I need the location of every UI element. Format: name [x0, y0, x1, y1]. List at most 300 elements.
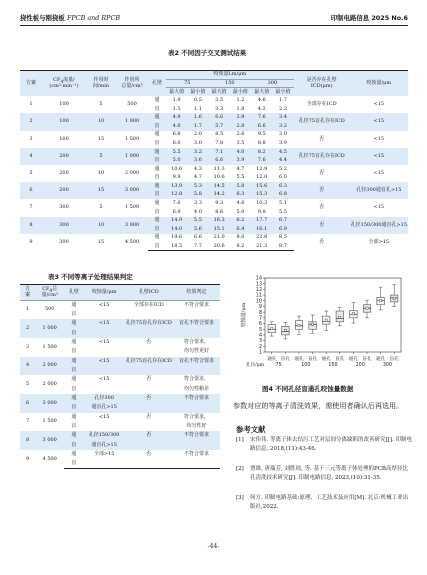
- cell-etch-value: 2.8: [230, 122, 251, 131]
- cell-etch: <15: [84, 357, 125, 366]
- cell-judge: 不符合要求: [173, 431, 220, 440]
- cell-etch-value: 2.0: [193, 131, 202, 138]
- cell-judge: 不符合要求: [173, 394, 220, 403]
- cell-hole: 盲: [154, 174, 160, 181]
- cell-etch-value: 4.2: [257, 105, 266, 112]
- y-tick-label: 3: [258, 339, 262, 345]
- cell-hole: 通: [64, 431, 83, 440]
- cell-scheme: 6: [20, 182, 42, 199]
- cell-etch-value: 4.0: [230, 148, 251, 157]
- th3-icd: 孔壁ICD: [125, 285, 173, 301]
- cell-etch-value: 21.3: [251, 242, 272, 251]
- table3-caption: 表3 不同等离子处理结果判定: [48, 273, 133, 281]
- cell-cf4: 3 000: [35, 394, 64, 413]
- cell-judge: 盲孔不符合要求: [173, 357, 220, 366]
- th-min: 最小值: [230, 88, 251, 97]
- body-paragraph: 参数对应的等离子清洗效果，需使用者确认后再选用。: [233, 401, 404, 410]
- cell-etch-value: 4.5: [272, 148, 293, 157]
- cell-etch-value: 4.0: [166, 122, 187, 131]
- th-max: 最大值: [209, 88, 230, 97]
- th-min: 最小值: [272, 88, 293, 97]
- cell-etch-value: 4.7: [236, 165, 245, 172]
- category-label: 通孔: [375, 357, 386, 362]
- cell-etch-value: 8.6: [215, 208, 224, 215]
- cell-etch-value: 8.8: [257, 139, 266, 146]
- cell-etch: [84, 310, 125, 319]
- cell-etch-value: 10.6: [213, 174, 225, 181]
- mean-marker: [366, 307, 368, 309]
- running-header: [20, 12, 408, 26]
- cell-cf4: 300: [59, 204, 69, 211]
- th-min: 最小值: [187, 88, 208, 97]
- cell-etch-value: 17.7: [251, 217, 272, 226]
- mean-marker: [284, 329, 286, 331]
- cell-etch-value: 5.6: [187, 225, 208, 234]
- cell-hole: 通: [154, 96, 160, 103]
- cell-etch-value: 9.3: [215, 200, 224, 207]
- cell-etch-value: 6.6: [209, 156, 230, 165]
- cell-etch-value: 22.6: [256, 234, 268, 241]
- cell-etch-value: 3.5: [236, 139, 245, 146]
- cell-icd: [125, 310, 173, 319]
- cell-etch-value: 20.6: [209, 242, 230, 251]
- th3-hole: 孔壁: [64, 285, 83, 301]
- cell-etchres: 孔径150/300通盲孔>15: [350, 217, 408, 234]
- th-w300: 300: [251, 79, 294, 88]
- reference-item: [3] 何方. 印制电路基础:原理、工艺技术及应用[M]. 北京:机械工业出版社,2022.: [236, 495, 409, 511]
- cell-scheme: 2: [20, 113, 42, 130]
- cell-etch-value: 5.2: [279, 165, 287, 172]
- y-tick-label: 8: [258, 310, 262, 316]
- cell-icd: 否: [146, 376, 152, 383]
- cell-hole: 盲: [64, 329, 83, 338]
- cell-etch-value: 6.0: [279, 174, 287, 181]
- figure4-caption: 图4 不同孔径盲通孔咬蚀量数据: [262, 385, 354, 393]
- cell-etch-value: 4.0: [193, 208, 202, 215]
- cell-etchres: <15: [350, 148, 408, 165]
- cell-gas: 2 000: [124, 170, 140, 176]
- cell-etch-value: 6.8: [272, 191, 293, 200]
- cell-etch-value: 4.6: [257, 96, 266, 103]
- cell-etch-value: 4.4: [272, 156, 293, 165]
- table3-row: [20, 431, 220, 440]
- cell-etch-value: 13.9: [166, 182, 187, 191]
- cell-etch-value: 10.6: [171, 165, 183, 172]
- cell-etch-value: 7.1: [209, 148, 230, 157]
- cell-hole: 通: [64, 394, 83, 403]
- cell-scheme: 5: [29, 170, 33, 176]
- th3-cf4: $CF_4$总 量/cm³: [35, 285, 64, 301]
- category-label: 通孔: [267, 357, 277, 362]
- group-label: 75: [275, 363, 282, 368]
- cell-etch-value: 6.4: [230, 225, 251, 234]
- cell-cf4: 300: [42, 217, 86, 234]
- cell-etch-value: 14.5: [209, 182, 230, 191]
- cell-gas: 3 000: [116, 217, 148, 234]
- cell-hole: 通: [71, 413, 77, 420]
- cell-etch-value: 6.9: [272, 225, 293, 234]
- cell-hole: 通: [71, 338, 77, 345]
- cell-gas: 1 000: [116, 113, 148, 130]
- cell-etch: [84, 422, 125, 431]
- th3-etch: 咬蚀量/μm: [84, 285, 125, 301]
- category-label: 盲孔: [307, 357, 318, 362]
- cell-etch-value: 7.6: [172, 200, 181, 207]
- cell-etch-value: 15.1: [209, 225, 230, 234]
- cell-etch-value: 6.8: [172, 131, 181, 138]
- cell-hole: 通: [148, 182, 166, 191]
- th-etchres: 咬蚀量/μm: [350, 71, 408, 97]
- cell-hole: 盲: [64, 403, 83, 412]
- cell-etchres: 孔径300通盲孔>15: [350, 182, 408, 199]
- cell-etch: 全部>15: [93, 451, 115, 458]
- cell-etch-value: 7.8: [215, 139, 224, 146]
- cell-etch-value: 5.5: [166, 148, 187, 157]
- cell-etch-value: 8.2: [230, 242, 251, 251]
- y-tick-label: 1: [258, 350, 262, 356]
- cell-etch: 孔径300: [84, 394, 125, 403]
- cell-icd: 否: [125, 431, 173, 440]
- cell-etch-value: 0.5: [193, 96, 202, 103]
- cell-hole: 盲: [154, 105, 160, 112]
- cell-etch-value: 19.6: [171, 234, 183, 241]
- th-gas: 作用所 总量/cm³: [116, 71, 148, 97]
- cell-judge: [173, 459, 220, 468]
- table2-row: [20, 234, 408, 243]
- category-label: 通孔: [321, 357, 331, 362]
- cell-icd: 否: [319, 204, 325, 211]
- cell-icd: 全部存在ICD: [306, 101, 337, 108]
- cell-etch-value: 1.7: [279, 96, 287, 103]
- cell-scheme: 4: [20, 148, 42, 165]
- cell-etch-value: 4.7: [193, 174, 202, 181]
- cell-etch-value: 1.2: [236, 96, 245, 103]
- cell-hole: 通: [64, 319, 83, 328]
- cell-etch: [84, 459, 125, 468]
- cell-etch-value: 3.0: [279, 131, 287, 138]
- y-tick-label: 11: [255, 293, 262, 299]
- cell-hole: 盲: [71, 348, 77, 355]
- y-tick-label: 10: [255, 299, 262, 305]
- cell-scheme: 8: [20, 217, 42, 234]
- cell-icd: 孔径75盲孔存在ICD: [294, 113, 350, 130]
- cell-etch-value: 3.5: [215, 96, 224, 103]
- cell-cf4: 300: [59, 238, 69, 245]
- cell-etch-value: 1.5: [172, 105, 181, 112]
- cell-judge: [173, 403, 220, 412]
- cell-judge: 均匀性稍差: [183, 385, 209, 392]
- th3-judge: 结果判定: [173, 285, 220, 301]
- cell-etch: <15: [98, 376, 110, 383]
- cell-hole: 盲: [148, 122, 166, 131]
- cell-etch-value: 9.5: [257, 131, 266, 138]
- cell-judge: 符合要求，: [183, 376, 209, 383]
- cell-icd: 否: [125, 394, 173, 403]
- cell-judge: 符合要求，: [183, 413, 209, 420]
- group-label: 100: [301, 363, 311, 368]
- cell-etchres: <15: [373, 170, 385, 176]
- y-tick-label: 6: [258, 322, 262, 328]
- table2-caption: 表2 不同因子交叉测试结果: [168, 49, 247, 57]
- cell-scheme: 3: [26, 343, 30, 350]
- group-label: 300: [382, 363, 392, 368]
- cell-etch-value: 5.8: [230, 182, 251, 191]
- cell-etch-value: 3.9: [279, 139, 287, 146]
- cell-time: 15: [97, 135, 105, 142]
- cell-icd: [125, 329, 173, 338]
- cell-hole: 盲: [148, 156, 166, 165]
- cell-judge: 符合要求，: [183, 338, 209, 345]
- cell-icd: [125, 366, 173, 375]
- y-tick-label: 9: [258, 305, 262, 311]
- cell-etch-value: 6.6: [209, 113, 230, 122]
- cell-etch-value: 6.6: [193, 234, 202, 241]
- cell-icd: [125, 441, 173, 450]
- cell-hole: 通: [71, 451, 77, 458]
- cell-etch-value: 3.9: [230, 156, 251, 165]
- cell-cf4: 100: [59, 135, 69, 142]
- cell-hole: 盲: [71, 310, 77, 317]
- cell-judge: 不符合要求: [183, 451, 209, 458]
- th-time: 作用时 间/min: [86, 71, 116, 97]
- cell-gas: 1 500: [124, 204, 140, 211]
- cell-cf4: 1 500: [42, 418, 57, 425]
- y-tick-label: 12: [255, 287, 262, 293]
- cell-etch: <15: [98, 301, 110, 308]
- th-max: 最大值: [251, 88, 272, 97]
- cell-etch-value: 3.4: [272, 113, 293, 122]
- cell-cf4: 200: [42, 182, 86, 199]
- table2-row: [20, 131, 408, 140]
- cell-etch-value: 5.5: [236, 174, 245, 181]
- cell-etch-value: 12.0: [256, 174, 268, 181]
- cell-judge: [173, 329, 220, 338]
- cell-gas: 3 000: [116, 182, 148, 199]
- mean-marker: [380, 300, 382, 302]
- table3-row: [20, 394, 220, 403]
- cell-etch: [84, 329, 125, 338]
- cell-etchres: <15: [373, 135, 385, 142]
- y-tick-label: 7: [258, 316, 262, 322]
- th-max: 最大值: [166, 88, 187, 97]
- table2-row: [20, 96, 408, 105]
- cell-time: 5: [86, 148, 116, 165]
- cell-etch-value: 5.7: [209, 122, 230, 131]
- cell-etch-value: 5.1: [279, 200, 287, 207]
- mean-marker: [298, 324, 300, 326]
- cell-icd: 否: [146, 451, 152, 458]
- cell-etch-value: 8.0: [236, 234, 245, 241]
- cell-etch: <15: [84, 319, 125, 328]
- cell-etch: 孔径150/300: [84, 431, 125, 440]
- th-hole: 孔壁: [148, 71, 166, 97]
- cell-hole: 盲: [154, 139, 160, 146]
- y-tick-label: 2: [258, 344, 262, 350]
- cell-icd: 否: [294, 217, 350, 234]
- cell-etch-value: 9.9: [172, 174, 181, 181]
- y-tick-label: 13: [255, 282, 262, 288]
- table3-row: [20, 319, 220, 328]
- cell-etch-value: 6.9: [172, 208, 181, 215]
- th-icd: 是否存在孔壁 ICD(μm): [294, 71, 350, 97]
- cell-gas: 500: [127, 101, 137, 108]
- table3-row: [20, 413, 220, 422]
- cell-judge: 盲孔不符合要求: [173, 319, 220, 328]
- cell-hole: 盲: [71, 423, 77, 430]
- cell-cf4: 4 500: [42, 455, 57, 462]
- table2-row: [20, 113, 408, 122]
- cell-etch-value: 4.6: [236, 200, 245, 207]
- cell-hole: 盲: [148, 242, 166, 251]
- cell-hole: 盲: [64, 441, 83, 450]
- cell-cf4: 1 500: [42, 343, 57, 350]
- cell-etch-value: 16.3: [209, 217, 230, 226]
- cell-etch: <15: [98, 413, 110, 420]
- table2-row: [20, 148, 408, 157]
- cell-etch: <15: [98, 338, 110, 345]
- table3-row: [20, 338, 220, 347]
- cell-etch-value: 3.3: [215, 105, 224, 112]
- cell-etch-value: 15.3: [251, 191, 272, 200]
- cell-icd: [125, 385, 173, 394]
- cell-hole: 通: [154, 200, 160, 207]
- cell-etch: [84, 366, 125, 375]
- cell-cf4: 100: [59, 101, 69, 108]
- mean-marker: [325, 319, 327, 321]
- cell-judge: [173, 310, 220, 319]
- cell-icd: [125, 347, 173, 356]
- cell-cf4: 3 000: [35, 431, 64, 450]
- cell-etch-value: 14.2: [209, 191, 230, 200]
- cell-etchres: <15: [373, 101, 385, 108]
- cell-etch-value: 1.6: [187, 113, 208, 122]
- cell-etch-value: 1.8: [236, 105, 245, 112]
- cell-etch-value: 5.8: [187, 191, 208, 200]
- cell-scheme: 4: [20, 357, 35, 376]
- cell-hole: 通: [71, 301, 77, 308]
- cell-etch-value: 16.1: [251, 225, 272, 234]
- cell-etch-value: 5.5: [279, 208, 287, 215]
- cell-etch-value: 3.0: [193, 139, 202, 146]
- figure4-chart: [233, 272, 408, 382]
- cell-etch-value: 12.9: [256, 165, 268, 172]
- reference-item: [2] 贾维, 唐瑞芳, 刘胜琼, 等. 基于三元等离子体处理的PCB高厚径比孔清洗技术研究[J]. 印制电路信息, 2023,(10):31-35.: [236, 466, 408, 482]
- cell-scheme: 9: [29, 238, 33, 245]
- cell-hole: 盲: [64, 459, 83, 468]
- cell-time: 10: [86, 113, 116, 130]
- table3-row: [20, 357, 220, 366]
- cell-etch-value: 5.3: [187, 182, 208, 191]
- cell-hole: 盲: [64, 366, 83, 375]
- cell-icd: [125, 459, 173, 468]
- cell-time: 5: [99, 101, 103, 108]
- cell-scheme: 5: [26, 380, 30, 387]
- cell-etch-value: 2.9: [230, 113, 251, 122]
- cell-etch-value: 4.3: [193, 165, 202, 172]
- cell-hole: 通: [64, 357, 83, 366]
- cell-hole: 通: [154, 131, 160, 138]
- cell-etch-value: 7.7: [187, 242, 208, 251]
- cell-judge: [173, 441, 220, 450]
- table3-row: [20, 375, 220, 384]
- cell-etch-value: 10.3: [256, 200, 268, 207]
- group-label: 150: [328, 363, 338, 368]
- cell-icd: [125, 422, 173, 431]
- cell-hole: 盲: [148, 191, 166, 200]
- cell-cf4: 100: [42, 113, 86, 130]
- cell-etch-value: 6.2: [230, 217, 251, 226]
- category-label: 盲孔: [362, 357, 372, 362]
- cell-etch-value: 9.8: [257, 208, 266, 215]
- cell-scheme: 3: [29, 135, 33, 142]
- table2: [20, 70, 408, 251]
- table3: [20, 284, 220, 469]
- cell-icd: [125, 403, 173, 412]
- cell-etch-value: 6.3: [230, 191, 251, 200]
- cell-icd: 否: [319, 170, 325, 176]
- x-axis-label: 孔径/μm: [245, 363, 265, 368]
- cell-icd: 否: [319, 238, 325, 245]
- y-axis-label: 咬蚀量/μm: [241, 302, 247, 328]
- header-right: 印制电路信息 2025 No.6: [330, 14, 408, 22]
- cell-icd: 否: [294, 182, 350, 199]
- cell-etch-value: 8.5: [279, 234, 287, 241]
- cell-cf4: 2 000: [42, 380, 57, 387]
- category-label: 盲孔: [280, 357, 291, 362]
- cell-etch-value: 12.8: [166, 191, 187, 200]
- cell-icd: 否: [146, 413, 152, 420]
- category-label: 盲孔: [389, 357, 399, 362]
- cell-etch: [84, 385, 125, 394]
- boxplot-svg: [233, 272, 408, 382]
- cell-hole: 盲: [148, 225, 166, 234]
- references-heading: 参考文献: [236, 425, 266, 434]
- cell-etch-value: 3.2: [272, 122, 293, 131]
- cell-etch-value: 3.3: [193, 200, 202, 207]
- cell-judge: [173, 366, 220, 375]
- cell-icd: 否: [319, 135, 325, 142]
- y-tick-label: 4: [258, 333, 262, 339]
- cell-icd: 否: [146, 338, 152, 345]
- table2-row: [20, 182, 408, 191]
- cell-cf4: 200: [59, 170, 69, 176]
- table2-row: [20, 199, 408, 208]
- mean-marker: [352, 313, 354, 315]
- cell-scheme: 6: [20, 394, 35, 413]
- cell-scheme: 8: [20, 431, 35, 450]
- category-label: 通孔: [348, 357, 359, 362]
- cell-hole: 通: [154, 234, 160, 241]
- cell-icd: 孔径75盲孔存在ICD: [125, 357, 173, 366]
- cell-judge: 均匀性好: [186, 423, 207, 430]
- category-label: 盲孔: [335, 357, 345, 362]
- cell-icd: 全部存在ICD: [133, 301, 164, 308]
- cell-gas: 1 500: [124, 135, 140, 142]
- cell-scheme: 9: [26, 455, 30, 462]
- cell-icd: 孔径75盲孔存在ICD: [294, 148, 350, 165]
- cell-etch-value: 5.0: [236, 208, 245, 215]
- group-label: 200: [355, 363, 365, 368]
- cell-gas: 4 500: [124, 238, 140, 245]
- cell-hole: 盲: [154, 208, 160, 215]
- cell-etch: [84, 347, 125, 356]
- cell-etch-value: 15.6: [251, 182, 272, 191]
- cell-etch-value: 7.6: [251, 156, 272, 165]
- cell-etchres: <15: [373, 204, 385, 211]
- cell-etch-value: 6.0: [172, 139, 181, 146]
- cell-hole: 通: [148, 148, 166, 157]
- mean-marker: [312, 323, 314, 325]
